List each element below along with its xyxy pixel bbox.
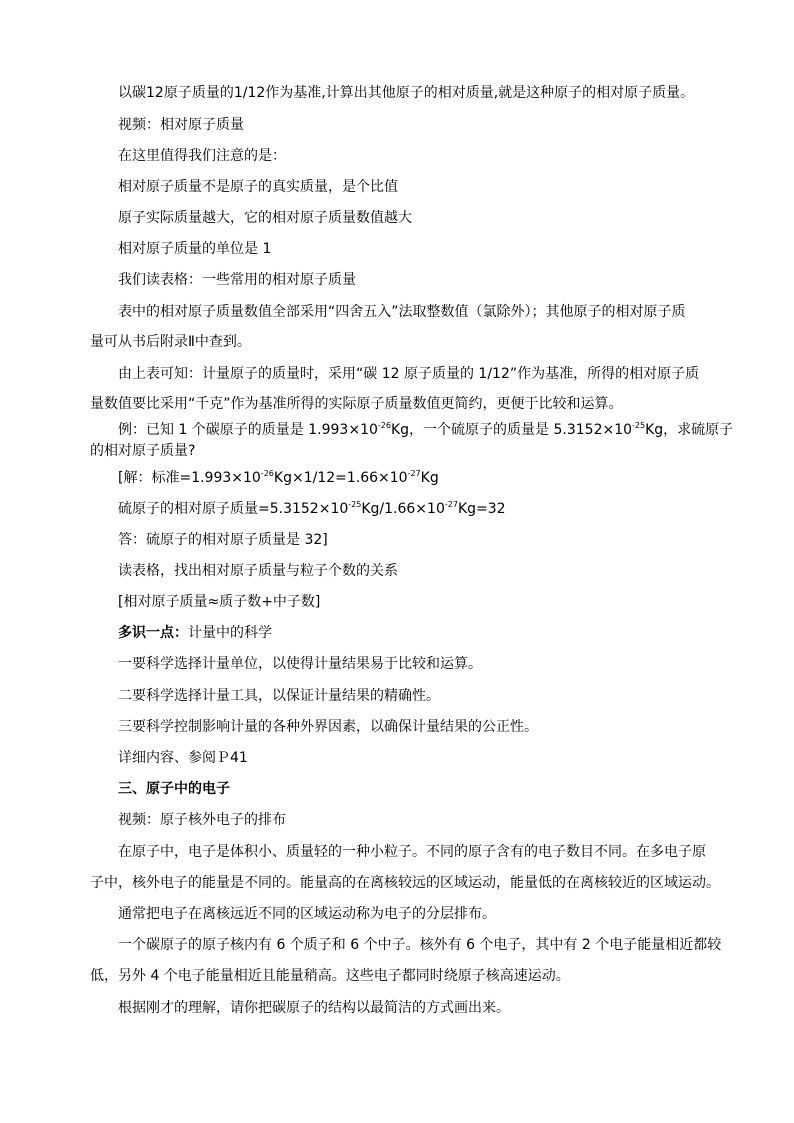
table-reading-intro: 我们读表格：一些常用的相对原子质量	[118, 272, 356, 288]
electron-paragraph-line-1: 在原子中，电子是体积小、质量轻的一种小粒子。不同的原子含有的电子数目不同。在多电子原	[118, 844, 706, 860]
more-knowledge-heading	[118, 623, 272, 643]
solution-line-2: 硫原子的相对原子质量$=5.3152\times 10^{-25}Kg/1.66\times 10^{-27}Kg=32$	[118, 500, 506, 517]
science-point-1: 一要科学选择计量单位，以使得计量结果易于比较和运算。	[118, 656, 482, 672]
note-point-2: 原子实际质量越大，它的相对原子质量数值越大	[118, 210, 412, 226]
electron-paragraph-line-2: 子中，核外电子的能量是不同的。能量高的在离核较远的区域运动，能量低的在离核较近的区域运动。	[90, 875, 720, 891]
science-point-2: 二要科学选择计量工具，以保证计量结果的精确性。	[118, 688, 440, 704]
table-note-line-1: 表中的相对原子质量数值全部采用“四舍五入”法取整数值（氯除外）；其他原子的相对原子质	[118, 304, 686, 320]
table-relation-prompt: 读表格，找出相对原子质量与粒子个数的关系	[118, 563, 398, 579]
relation-formula: [相对原子质量≈质子数+中子数]	[118, 594, 321, 610]
more-knowledge-topic: 计量中的科学	[188, 625, 272, 641]
example-question-line-1: 例：已知 1 个碳原子的质量是 $1.993\times 10^{-26}Kg$，一个硫原子的质量是 $5.3152\times 10^{-25}Kg$，求硫原子	[118, 421, 734, 438]
layered-arrangement-definition: 通常把电子在离核远近不同的区域运动称为电子的分层排布。	[118, 906, 496, 922]
conclusion-line-2: 量数值要比采用“千克”作为基准所得的实际原子质量数值更简约，更便于比较和运算。	[90, 396, 623, 412]
example-question-line-2: 的相对原子质量?	[90, 443, 196, 459]
solution-line-1: [解：标准$=1.993\times 10^{-26}Kg\times 1/12=1.66\times 10^{-27}Kg$	[118, 469, 439, 486]
section-heading-electrons: 三、原子中的电子	[118, 781, 230, 797]
table-note-line-2: 量可从书后附录Ⅱ中查到。	[90, 334, 251, 350]
reference-line: 详细内容、参阅Ｐ41	[118, 750, 248, 766]
answer-line: 答：硫原子的相对原子质量是 32]	[118, 532, 328, 548]
carbon-paragraph-line-2: 低，另外 4 个电子能量相近且能量稍高。这些电子都同时绕原子核高速运动。	[90, 968, 570, 984]
conclusion-line-1: 由上表可知：计量原子的质量时，采用“碳 12 原子质量的 1/12”作为基准，所得的相对原子质	[118, 366, 700, 382]
carbon-paragraph-line-1: 一个碳原子的原子核内有 6 个质子和 6 个中子。核外有 6 个电子，其中有 2 个电子能量相近都较	[118, 937, 722, 953]
video-label-relative-mass: 视频：相对原子质量	[118, 117, 244, 133]
paragraph-definition: 以碳12原子质量的1/12作为基准,计算出其他原子的相对质量,就是这种原子的相对原子质量。	[118, 85, 695, 101]
science-point-3: 三要科学控制影响计量的各种外界因素，以确保计量结果的公正性。	[118, 719, 538, 735]
more-knowledge-label: 多识一点：	[118, 625, 188, 641]
note-point-3: 相对原子质量的单位是 1	[118, 241, 272, 257]
drawing-prompt: 根据刚才的理解，请你把碳原子的结构以最简洁的方式画出来。	[118, 1000, 510, 1016]
video-label-electron-arrangement: 视频：原子核外电子的排布	[118, 812, 286, 828]
note-intro: 在这里值得我们注意的是：	[118, 148, 286, 164]
note-point-1: 相对原子质量不是原子的真实质量，是个比值	[118, 179, 398, 195]
